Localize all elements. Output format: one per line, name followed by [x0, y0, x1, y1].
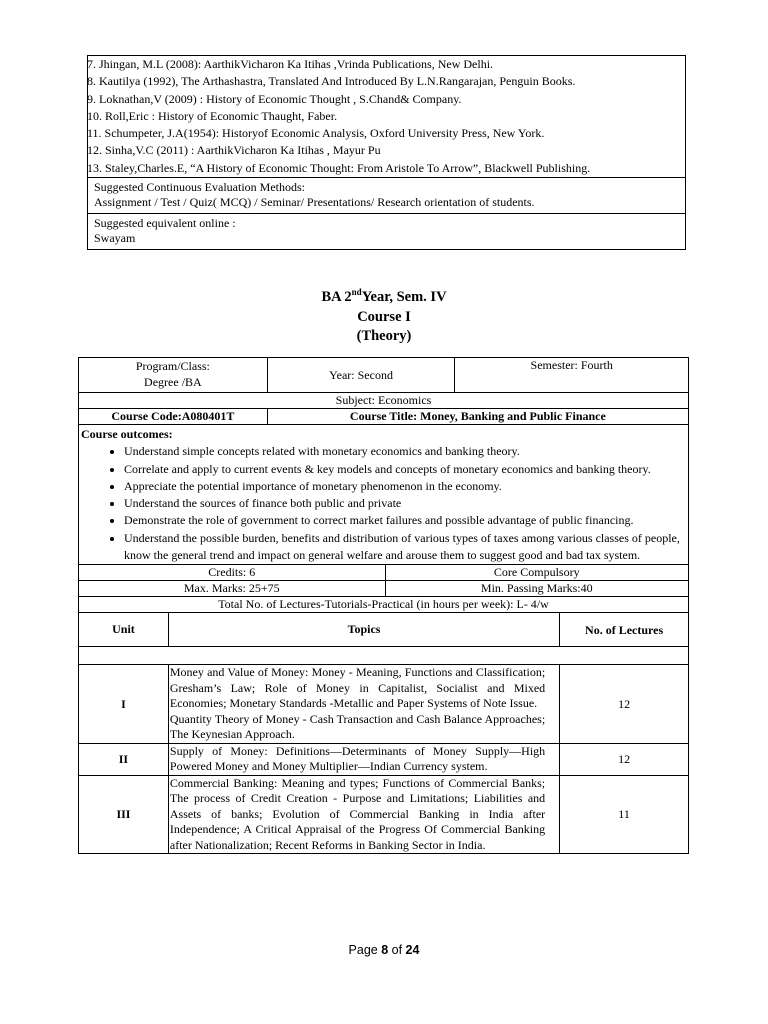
- reference-item: 9. Loknathan,V (2009) : History of Economic Thought , S.Chand& Company.: [87, 91, 462, 106]
- references-cell: [88, 56, 686, 178]
- page-prefix: Page: [348, 943, 382, 957]
- online-heading: Suggested equivalent online :: [94, 216, 236, 231]
- unit-topics-text: Money and Value of Money: Money - Meaning, Functions and Classification; Gresham’s Law; Role of Money in Capitalist, Socialist and Mixed Economies; Monetary Standards -Metallic and Paper Systems of Note Issue.: [169, 665, 546, 711]
- outcome-item: • Understand simple concepts related with monetary economics and banking theory.: [124, 443, 686, 460]
- page-current: 8: [381, 943, 389, 957]
- unit-topics: [168, 665, 559, 744]
- program-value: Degree /BA: [144, 375, 202, 389]
- col-unit-header: Unit: [79, 613, 169, 647]
- program-cell: [79, 358, 268, 393]
- outcome-item: • Correlate and apply to current events & key models and concepts of monetary economics and banking theory.: [124, 461, 686, 478]
- max-marks-cell: Max. Marks: 25+75: [79, 581, 386, 597]
- course-code-cell: Course Code:A080401T: [79, 409, 268, 425]
- heading-course: Course I: [357, 308, 411, 325]
- year-cell: Year: Second: [267, 358, 455, 393]
- reference-item: 12. Sinha,V.C (2011) : AarthikVicharon Ka Itihas , Mayur Pu: [87, 143, 381, 158]
- evaluation-cell: [88, 178, 686, 214]
- heading-semester: Year, Sem. IV: [361, 289, 447, 305]
- references-table: [87, 55, 686, 250]
- reference-item: 11. Schumpeter, J.A(1954): Historyof Economic Analysis, Oxford University Press, New York.: [87, 126, 545, 141]
- unit-number: II: [79, 743, 169, 775]
- evaluation-text: Assignment / Test / Quiz( MCQ) / Seminar/ Presentations/ Research orientation of students.: [94, 195, 535, 210]
- program-label: Program/Class:: [135, 359, 210, 373]
- outcome-item: • Understand the sources of finance both public and private: [124, 495, 686, 512]
- outcome-item: • Appreciate the potential importance of monetary phenomenon in the economy.: [124, 478, 686, 495]
- unit-topics: Commercial Banking: Meaning and types; Functions of Commercial Banks; The process of Credit Creation - Purpose and Limitations; Liabilities and Assets of banks; Evolution of Commercial Banking in India after Independence; A Critical Appraisal of the Progress Of Commercial Banking after Nationalization; Recent Reforms in Banking Sector in India.: [168, 775, 559, 854]
- lectures-total-cell: Total No. of Lectures-Tutorials-Practical (in hours per week): L- 4/w: [79, 597, 689, 613]
- semester-cell: Semester: Fourth: [455, 358, 689, 393]
- outcomes-cell: [79, 425, 689, 565]
- col-lectures-header: No. of Lectures: [560, 613, 689, 647]
- unit-topics-text: Quantity Theory of Money - Cash Transaction and Cash Balance Approaches; The Keynesian Approach.: [169, 711, 546, 742]
- outcomes-list: [81, 443, 686, 564]
- evaluation-heading: Suggested Continuous Evaluation Methods:: [94, 180, 305, 195]
- unit-lectures: 11: [560, 775, 689, 854]
- online-cell: [88, 214, 686, 250]
- min-marks-cell: Min. Passing Marks:40: [385, 581, 688, 597]
- online-text: Swayam: [94, 231, 136, 246]
- unit-number: III: [79, 775, 169, 854]
- course-table: [78, 357, 689, 854]
- reference-item: 8. Kautilya (1992), The Arthashastra, Translated And Introduced By L.N.Rangarajan, Penguin Books.: [87, 74, 576, 89]
- page-total: 24: [405, 943, 420, 957]
- unit-topics: Supply of Money: Definitions—Determinants of Money Supply—High Powered Money and Money Multiplier—Indian Currency system.: [168, 743, 559, 775]
- empty-row: [79, 647, 689, 665]
- core-cell: Core Compulsory: [385, 565, 688, 581]
- outcome-item: • Demonstrate the role of government to correct market failures and possible advantage of public financing.: [124, 512, 686, 529]
- subject-cell: Subject: Economics: [79, 393, 689, 409]
- unit-number: I: [79, 665, 169, 744]
- reference-item: 10. Roll,Eric : History of Economic Thaught, Faber.: [87, 108, 338, 123]
- page-middle: of: [388, 943, 406, 957]
- reference-item: 7. Jhingan, M.L (2008): AarthikVicharon Ka Itihas ,Vrinda Publications, New Delhi.: [87, 57, 494, 71]
- outcome-item: • Understand the possible burden, benefits and distribution of various types of taxes among various classes of people, know the general trend and impact on general welfare and arouse them to suggest good and bad tax system.: [124, 530, 686, 565]
- page-number: [0, 943, 768, 957]
- reference-item: 13. Staley,Charles.E, “A History of Economic Thought: From Aristole To Arrow”, Blackwell Publishing.: [87, 160, 591, 175]
- course-title-cell: Course Title: Money, Banking and Public Finance: [267, 409, 688, 425]
- heading-class: BA 2: [321, 289, 352, 305]
- heading-year: [0, 283, 768, 308]
- col-topics-header: Topics: [168, 613, 559, 647]
- heading-type: (Theory): [356, 328, 412, 344]
- credits-cell: Credits: 6: [79, 565, 386, 581]
- outcomes-label: Course outcomes:: [81, 427, 173, 441]
- unit-lectures: 12: [560, 743, 689, 775]
- heading-ordinal: nd: [351, 287, 362, 297]
- course-heading: [0, 283, 768, 347]
- unit-lectures: 12: [560, 665, 689, 744]
